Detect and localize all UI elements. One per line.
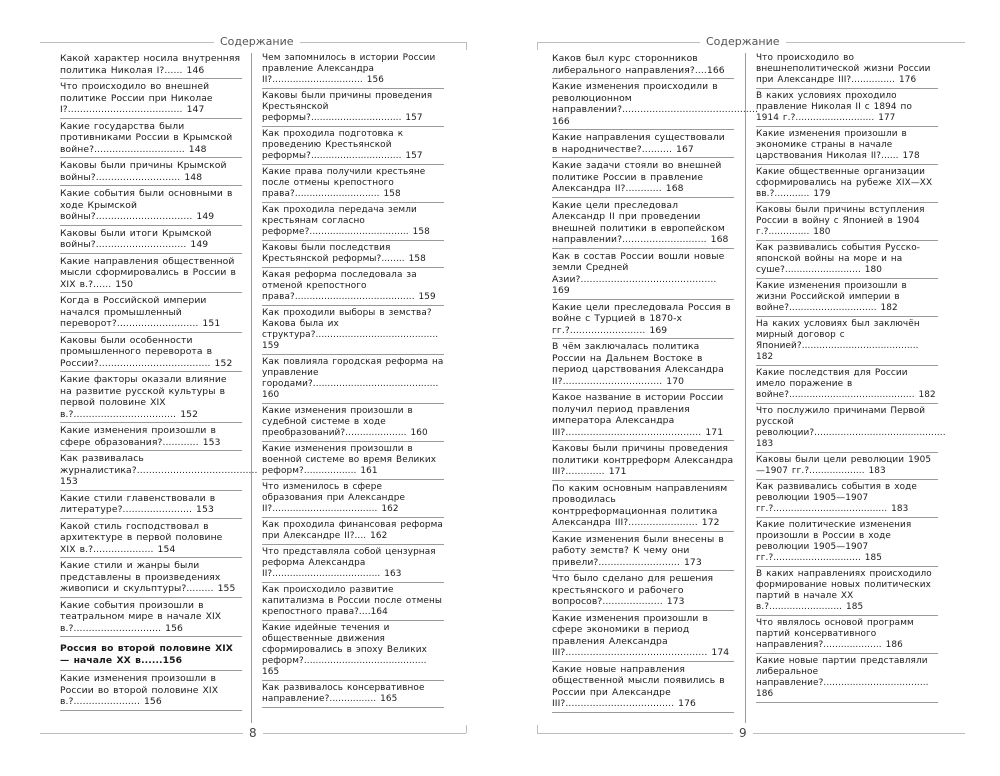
toc-entry: Какие изменения произошли в экономике страны в начале царствования Николая II?...... 178 [756,129,938,165]
toc-entry: Как проходила финансовая реформа при Александре II?.... 162 [262,520,444,545]
toc-entry: Каковы были причины Крымской войны?............................ 148 [60,160,242,186]
toc-entry: Что происходило во внешней политике России при Николае I?...................................... 147 [60,81,242,119]
toc-entry: В каких условиях проходило правление Николая II с 1894 по 1914 г.?........................... 177 [756,91,938,127]
toc-entry: На каких условиях был заключён мирный договор с Японией?........................................ 182 [756,319,938,366]
toc-entry: Какие изменения происходили в революционном направлении?............................................. 166 [552,81,734,130]
toc-entry: Как развивалось консервативное направление?................ 165 [262,683,444,708]
toc-entry: Как происходило развитие капитализма в России после отмены крепостного права?....164 [262,585,444,621]
toc-entry: Какие изменения произошли в судебной системе в ходе преобразований?..................... 160 [262,406,444,442]
toc-entry: Какие права получили крестьяне после отмены крепостного права?............................. 158 [262,167,444,203]
toc-entry: Что было сделано для решения крестьянского и рабочего вопросов?.................... 173 [552,573,734,611]
toc-entry: Что послужило причинами Первой русской революции?............................................. 183 [756,406,938,453]
toc-entry: Какие события произошли в театральном мире в начале XIX в.?............................. 156 [60,600,242,638]
toc-entry: Какие изменения произошли в жизни Российской империи в войне?.............................. 182 [756,281,938,317]
toc-entry: Каков был курс сторонников либерального направления?....166 [552,53,734,79]
toc-entry: Какие стили главенствовали в литературе?....................... 153 [60,493,242,519]
toc-entry: Какие идейные течения и общественные движения сформировались в эпоху Великих реформ?.......................................... 165 [262,623,444,681]
toc-entry: Какие цели преследовал Александр II при проведении внешней политики в европейском направлении?............................ 168 [552,200,734,249]
header-rule-end [537,42,538,50]
toc-entry: Каковы были последствия Крестьянской реформы?........ 158 [262,243,444,268]
toc-entry: Когда в Российской империи начался промышленный переворот?........................... 151 [60,295,242,333]
footer-rule-end [466,725,467,733]
right-page [500,0,1000,776]
toc-entry: Как развивались события в ходе революции 1905—1907 гг.?....................................... 183 [756,482,938,518]
toc-entry: Как проходили выборы в земства? Какова была их структура?.......................................... 159 [262,308,444,355]
toc-entry: Как проходила подготовка к проведению Крестьянской реформы?............................... 157 [262,129,444,165]
header-title: Содержание [700,35,786,49]
toc-entry: Какой стиль господствовал в архитектуре в первой половине XIX в.?.................... 154 [60,521,242,559]
toc-entry: Каковы были цели революции 1905—1907 гг.?................... 183 [756,455,938,480]
footer-rule-end [537,725,538,733]
toc-entry: Какое название в истории России получил период правления императора Александра III?............................................. 171 [552,392,734,441]
toc-column-3 [552,53,758,715]
toc-entry: Какие новые партии представляли либеральное направление?.................................... 186 [756,656,938,703]
toc-entry: Что происходило во внешнеполитической жизни России при Александре III?............... 176 [756,53,938,89]
column-separator [745,53,746,723]
toc-entry: Каковы были причины проведения Крестьянской реформы?............................... 157 [262,91,444,127]
toc-entry: Как развивалась журналистика?........................................ 153 [60,453,242,491]
toc-entry: Что изменилось в сфере образования при Александре II?.................................... 162 [262,482,444,518]
toc-entry: В чём заключалась политика России на Дальнем Востоке в период царствования Александра II?................................. 170 [552,341,734,390]
toc-entry: Какие направления существовали в народничестве?.......... 167 [552,132,734,158]
toc-entry: Какие общественные организации сформировались на рубеже XIX—XX вв.?............ 179 [756,167,938,203]
toc-entry: Какие изменения произошли в сфере образования?............ 153 [60,425,242,451]
header-title: Содержание [214,35,300,49]
toc-entry: В каких направлениях происходило формирование новых политических партий в начале XX в.?......................... 185 [756,569,938,616]
toc-entry: По каким основным направлениям проводилась контрреформационная политика Александра III?....................... 172 [552,483,734,532]
toc-entry: Какие новые направления общественной мысли появились в России при Александре III?.................................... 176 [552,664,734,713]
toc-entry: Какие изменения были внесены в работу земств? К чему они привели?........................... 173 [552,534,734,572]
toc-entry: Какие политические изменения произошли в России в ходе революции 1905—1907 гг.?.............................. 185 [756,520,938,567]
toc-entry: Какие стили и жанры были представлены в произведениях живописи и скульптуры?......... 155 [60,560,242,598]
toc-entry: Чем запомнилось в истории России правление Александра II?............................... 156 [262,53,444,89]
toc-entry: Какие цели преследовала Россия в войне с Турцией в 1870-х гг.?......................... 169 [552,302,734,340]
page-number: 9 [733,726,753,740]
toc-entry: Какие изменения произошли в России во второй половине XIX в.?...................... 156 [60,673,242,711]
toc-entry: Что являлось основой программ партий консервативного направления?.................... 186 [756,618,938,654]
header-rule-end [466,42,467,50]
column-separator [251,53,252,723]
toc-entry: Какие задачи стояли во внешней политике России в правление Александра II?............ 168 [552,160,734,198]
toc-section-heading: Россия во второй половине XIX — начале XX в......156 [60,639,242,671]
toc-entry: Какие государства были противниками России в Крымской войне?.............................. 148 [60,121,242,159]
toc-entry: Какие события были основными в ходе Крымской войны?................................ 149 [60,188,242,226]
toc-entry: Как развивались события Русско-японской войны на море и на суше?.......................... 180 [756,243,938,279]
toc-entry: Как в состав России вошли новые земли Средней Азии?............................................. 169 [552,251,734,300]
toc-entry: Какой характер носила внутренняя политика Николая I?...... 146 [60,53,242,79]
toc-entry: Какие изменения произошли в военной системе во время Великих реформ?.................. 161 [262,444,444,480]
toc-entry: Какие факторы оказали влияние на развитие русской культуры в первой половине XIX в.?.................................. 152 [60,374,242,423]
toc-entry: Какие направления общественной мысли сформировались в России в XIX в.?...... 150 [60,256,242,294]
toc-entry: Какие последствия для России имело поражение в войне?........................................... 182 [756,368,938,404]
page-number: 8 [243,726,263,740]
toc-entry: Что представляла собой цензурная реформа Александра II?..................................... 163 [262,547,444,583]
toc-entry: Какие изменения произошли в сфере экономики в период правления Александра III?............................................... 174 [552,613,734,662]
toc-entry: Каковы были итоги Крымской войны?.............................. 149 [60,228,242,254]
toc-column-1 [60,53,258,713]
toc-entry: Как проходила передача земли крестьянам согласно реформе?.................................. 158 [262,205,444,241]
toc-entry: Как повлияла городская реформа на управление городами?........................................... 160 [262,357,444,404]
toc-entry: Каковы были причины вступления России в войну с Японией в 1904 г.?.............. 180 [756,205,938,241]
toc-entry: Каковы были причины проведения политики контрреформ Александра III?............. 171 [552,443,734,481]
toc-column-2 [262,53,444,710]
toc-column-4 [756,53,946,705]
toc-entry: Какая реформа последовала за отменой крепостного права?......................................... 159 [262,270,444,306]
toc-entry: Каковы были особенности промышленного переворота в России?..................................... 152 [60,335,242,373]
